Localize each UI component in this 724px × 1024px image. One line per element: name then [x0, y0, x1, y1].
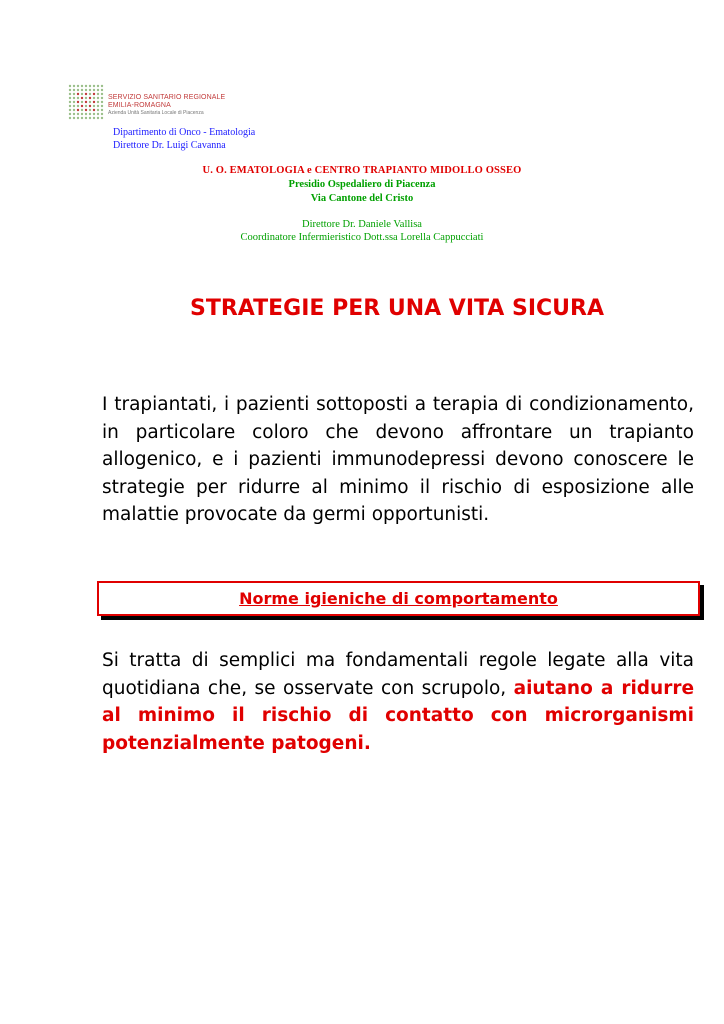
unit-director: Direttore Dr. Daniele Vallisa: [302, 219, 422, 230]
department-director: Direttore Dr. Luigi Cavanna: [113, 140, 226, 151]
unit-name: U. O. EMATOLOGIA e CENTRO TRAPIANTO MIDOLLO OSSEO: [202, 165, 522, 176]
logo-text: [108, 94, 225, 117]
section-paragraph: [102, 647, 694, 757]
logo-line-3: Azienda Unità Sanitaria Locale di Piacenza: [108, 110, 204, 116]
logo-line-2: EMILIA-ROMAGNA: [108, 102, 171, 109]
hospital-name: Presidio Ospedaliero di Piacenza: [288, 179, 436, 190]
intro-paragraph: I trapiantati, i pazienti sottoposti a terapia di condizionamento, in particolare coloro che devono affrontare un trapianto allogenico, e i pazienti immunodepressi devono conoscere le strategie per ridurre al minimo il rischio di esposizione alle malattie provocate da germi opportunisti.: [102, 394, 694, 525]
section-heading-box: [97, 581, 700, 616]
hospital-address: Via Cantone del Cristo: [310, 193, 414, 204]
section-heading: Norme igieniche di comportamento: [239, 589, 558, 608]
nursing-coordinator: Coordinatore Infermieristico Dott.ssa Lorella Cappucciati: [240, 232, 484, 243]
logo-line-1: SERVIZIO SANITARIO REGIONALE: [108, 94, 226, 101]
section-text-plain: Si tratta di semplici ma fondamentali regole legate alla vita quotidiana che, se osservate con scrupolo,: [102, 650, 694, 699]
staff-info: [0, 218, 724, 244]
page-title: STRATEGIE PER UNA VITA SICURA: [190, 296, 604, 321]
logo-grid-icon: [68, 84, 104, 120]
logo: [68, 84, 238, 122]
section-text-highlight: aiutano a ridurre al minimo il rischio di contatto con microrganismi potenzialmente patogeni.: [102, 677, 694, 754]
department-info: [113, 126, 255, 152]
department-name: Dipartimento di Onco - Ematologia: [113, 127, 256, 138]
hospital-info: [0, 178, 724, 206]
